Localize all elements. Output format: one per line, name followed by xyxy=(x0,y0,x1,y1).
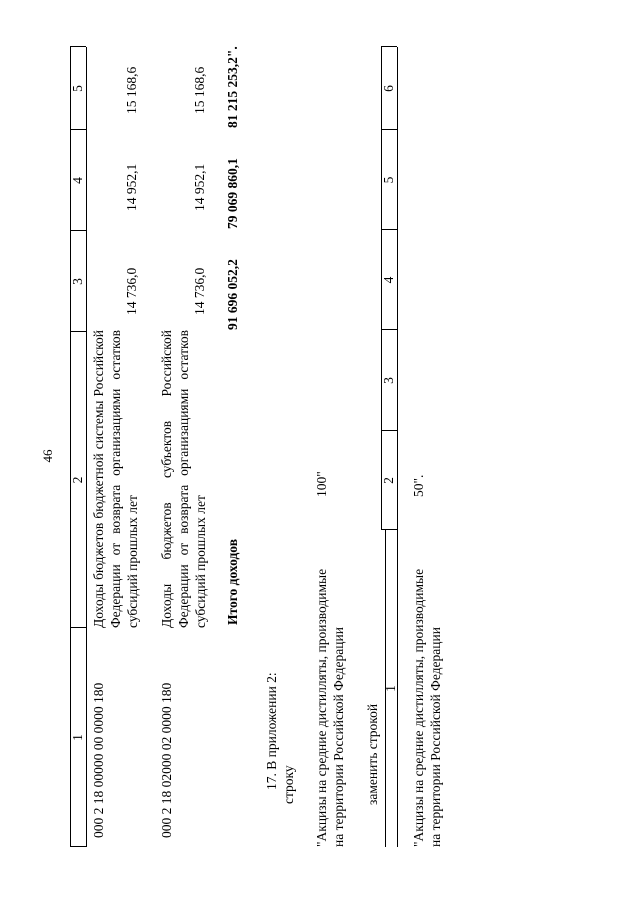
total-value-col5: 81 215 253,2". xyxy=(225,46,240,128)
table1-header-col5: 5 xyxy=(70,85,85,92)
table2-header-col3: 3 xyxy=(381,377,396,384)
row-value-col3: 14 736,0 xyxy=(192,267,207,315)
table1-header-col3: 3 xyxy=(70,278,85,285)
quote1-line1: "Акцизы на средние дистилляты, производимые xyxy=(314,568,329,847)
quote2-line2: на территории Российской Федерации xyxy=(428,627,443,847)
page-number: 46 xyxy=(40,449,55,463)
quote1-value: 100" xyxy=(314,471,329,497)
section-text-line: строку xyxy=(281,765,296,804)
row-value-col3: 14 736,0 xyxy=(124,267,139,315)
row-value-col5: 15 168,6 xyxy=(192,66,207,114)
row-value-col4: 14 952,1 xyxy=(124,163,139,211)
table2-header-col1: 1 xyxy=(383,685,398,692)
row-code: 000 2 18 02000 02 0000 180 xyxy=(159,682,174,838)
row-code: 000 2 18 00000 00 0000 180 xyxy=(91,682,106,838)
quote2-value: 50". xyxy=(411,474,426,497)
replace-text: заменить строкой xyxy=(365,703,380,805)
table2-header-col4: 4 xyxy=(381,276,396,284)
row-name: Доходы бюджетов субъектов Российской Федерации от возврата организациями остатков субсидий прошлых лет xyxy=(159,330,208,628)
table1-header-col1: 1 xyxy=(70,734,85,741)
table1-header-bottom-border xyxy=(86,47,87,847)
table1-header-col2: 2 xyxy=(70,476,85,484)
total-value-col4: 79 069 860,1 xyxy=(225,158,240,229)
row-value-col5: 15 168,6 xyxy=(124,66,139,114)
total-label: Итого доходов xyxy=(225,539,240,625)
quote1-line2: на территории Российской Федерации xyxy=(331,627,346,847)
quote2-line1: "Акцизы на средние дистилляты, производимые xyxy=(411,568,426,847)
table2-header-col6: 6 xyxy=(381,85,396,92)
table1-header-col4: 4 xyxy=(70,177,85,184)
section-heading: 17. В приложении 2: xyxy=(264,672,279,790)
total-value-col3: 91 696 052,2 xyxy=(225,259,240,330)
row-value-col4: 14 952,1 xyxy=(192,163,207,211)
row-name: Доходы бюджетов бюджетной системы Российской Федерации от возврата организациями остатков субсидий прошлых лет xyxy=(91,330,140,628)
table2-header-col5: 5 xyxy=(381,176,396,184)
rotated-page-content xyxy=(55,45,640,890)
table2-header-col2: 2 xyxy=(381,477,396,484)
